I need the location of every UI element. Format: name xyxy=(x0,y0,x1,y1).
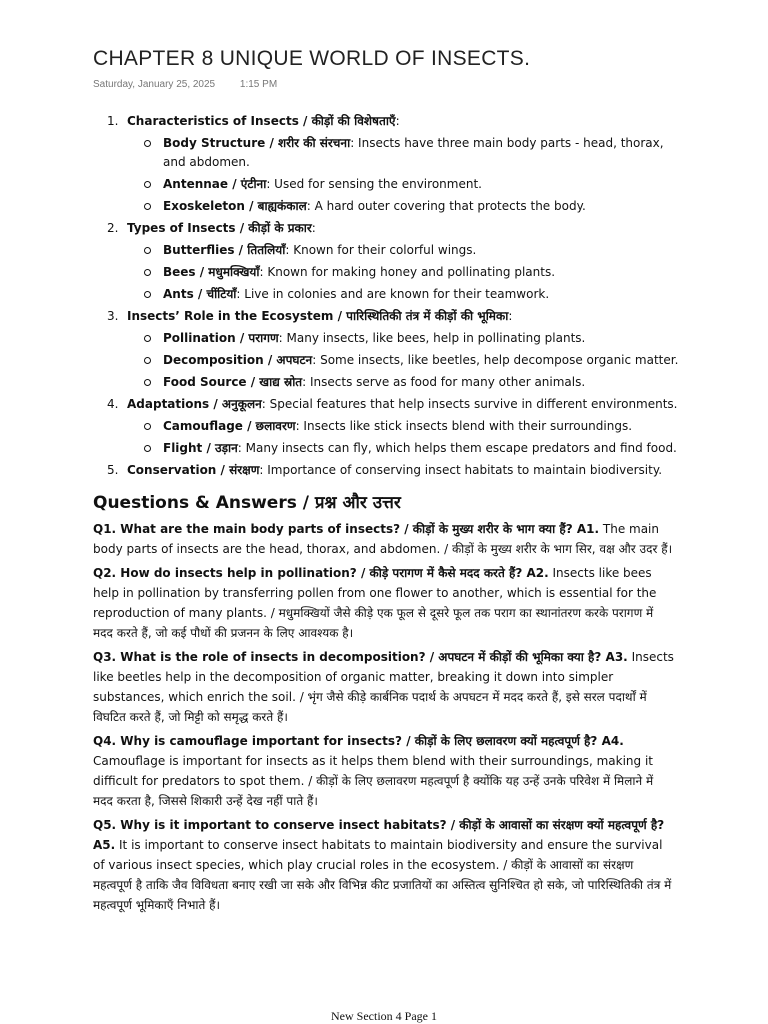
subitem-text: : Live in colonies and are known for their teamwork. xyxy=(236,287,550,301)
page-date: Saturday, January 25, 2025 xyxy=(93,79,216,90)
bullet-icon xyxy=(144,379,151,386)
subitem-text: : A hard outer covering that protects the body. xyxy=(306,199,586,213)
outline-subitem xyxy=(107,329,687,348)
bullet-icon xyxy=(144,203,151,210)
outline-heading: Adaptations / अनुकूलन xyxy=(127,397,262,411)
qa-question: Q5. Why is it important to conserve insect habitats? / कीड़ों के आवासों का संरक्षण क्यों महत्वपूर्ण है? A5. xyxy=(93,818,665,852)
qa-answer: Camouflage is important for insects as it helps them blend with their surroundings, making it difficult for predators to spot them. / कीड़ों के लिए छलावरण महत्वपूर्ण है क्योंकि यह उन्हें उनके परिवेश में मिलाने में मदद करता है, जिससे शिकारी उन्हें देख नहीं पाते हैं। xyxy=(93,754,654,808)
qa-heading: Questions & Answers / प्रश्न और उत्तर xyxy=(93,493,401,513)
subitem-term: Camouflage / छलावरण xyxy=(163,419,296,433)
bullet-icon xyxy=(144,445,151,452)
outline-item xyxy=(107,395,687,414)
outline-subitem xyxy=(107,285,687,304)
qa-question: Q4. Why is camouflage important for insects? / कीड़ों के लिए छलावरण क्यों महत्वपूर्ण है? A4. xyxy=(93,734,624,748)
outline-subitem xyxy=(107,351,687,370)
bullet-icon xyxy=(144,269,151,276)
outline-subitem xyxy=(107,263,687,282)
outline-number: 2. xyxy=(107,221,119,235)
qa-question: Q1. What are the main body parts of insects? / कीड़ों के मुख्य शरीर के भाग क्या हैं? A1. xyxy=(93,522,600,536)
outline-number: 4. xyxy=(107,397,119,411)
outline-number: 1. xyxy=(107,114,119,128)
page-title: CHAPTER 8 UNIQUE WORLD OF INSECTS. xyxy=(93,47,531,70)
subitem-text: : Known for making honey and pollinating plants. xyxy=(259,265,556,279)
outline-number: 5. xyxy=(107,463,119,477)
subitem-text: : Many insects can fly, which helps them escape predators and find food. xyxy=(237,441,677,455)
subitem-term: Ants / चींटियाँ xyxy=(163,287,237,301)
subitem-term: Antennae / एंटीना xyxy=(163,177,267,191)
subitem-text: : Used for sensing the environment. xyxy=(266,177,482,191)
outline-subitem xyxy=(107,417,687,436)
outline-heading: Types of Insects / कीड़ों के प्रकार xyxy=(127,221,312,235)
qa-item xyxy=(93,563,675,643)
qa-question: Q2. How do insects help in pollination? / कीड़े परागण में कैसे मदद करते हैं? A2. xyxy=(93,566,549,580)
outline-subitem xyxy=(107,439,687,458)
outline-subitem xyxy=(107,373,687,392)
subitem-text: : Some insects, like beetles, help decompose organic matter. xyxy=(312,353,679,367)
bullet-icon xyxy=(144,423,151,430)
outline-heading: Insects’ Role in the Ecosystem / पारिस्थितिकी तंत्र में कीड़ों की भूमिका xyxy=(127,309,509,323)
outline-text: : Special features that help insects survive in different environments. xyxy=(261,397,678,411)
page-footer: New Section 4 Page 1 xyxy=(331,1009,437,1023)
outline-subitem xyxy=(107,134,687,172)
qa-item xyxy=(93,647,675,727)
outline-text: : xyxy=(311,221,316,235)
outline-text: : xyxy=(508,309,513,323)
outline-subitem xyxy=(107,175,687,194)
outline-subitem xyxy=(107,197,687,216)
subitem-term: Exoskeleton / बाह्यकंकाल xyxy=(163,199,307,213)
bullet-icon xyxy=(144,335,151,342)
page-time: 1:15 PM xyxy=(239,79,278,90)
outline-text: : Importance of conserving insect habitats to maintain biodiversity. xyxy=(259,463,663,477)
subitem-term: Pollination / परागण xyxy=(163,331,279,345)
subitem-term: Flight / उड़ान xyxy=(163,441,238,455)
qa-answer: The main body parts of insects are the head, thorax, and abdomen. / कीड़ों के मुख्य शरीर के भाग सिर, वक्ष और उदर हैं। xyxy=(93,522,673,556)
outline-item xyxy=(107,461,687,480)
bullet-icon xyxy=(144,357,151,364)
outline-text: : xyxy=(395,114,400,128)
qa-item xyxy=(93,519,675,559)
qa-question: Q3. What is the role of insects in decomposition? / अपघटन में कीड़ों की भूमिका क्या है? A3. xyxy=(93,650,628,664)
qa-answer: Insects like beetles help in the decomposition of organic matter, breaking it down into simpler substances, which enrich the soil. / भृंग जैसे कीड़े कार्बनिक पदार्थ के अपघटन में मदद करते हैं, इसे सरल पदार्थों में विघटित करते हैं, जो मिट्टी को समृद्ध करते हैं। xyxy=(93,650,674,724)
outline-item xyxy=(107,219,687,238)
subitem-term: Bees / मधुमक्खियाँ xyxy=(163,265,260,279)
qa-item xyxy=(93,815,675,915)
qa-section xyxy=(93,519,675,919)
bullet-icon xyxy=(144,140,151,147)
outline-item xyxy=(107,307,687,326)
bullet-icon xyxy=(144,247,151,254)
outline-heading: Conservation / संरक्षण xyxy=(127,463,260,477)
subitem-text: : Insects like stick insects blend with their surroundings. xyxy=(295,419,633,433)
outline-subitem xyxy=(107,241,687,260)
qa-answer: Insects like bees help in pollination by transferring pollen from one flower to another, which is essential for the reproduction of many plants. / मधुमक्खियों जैसे कीड़े एक फूल से दूसरे फूल तक पराग का स्थानांतरण करके परागण में मदद करते हैं, जो कई पौधों की प्रजनन के लिए आवश्यक है। xyxy=(93,566,657,640)
subitem-term: Body Structure / शरीर की संरचना xyxy=(163,136,351,150)
subitem-term: Butterflies / तितलियाँ xyxy=(163,243,286,257)
subitem-term: Decomposition / अपघटन xyxy=(163,353,313,367)
bullet-icon xyxy=(144,291,151,298)
qa-answer: It is important to conserve insect habitats to maintain biodiversity and ensure the survival of various insect species, which play crucial roles in the ecosystem. / कीड़ों के आवासों का संरक्षण महत्वपूर्ण है ताकि जैव विविधता बनाए रखी जा सके और विभिन्न कीट प्रजातियों का अस्तित्व सुनिश्चित हो सके, जो पारिस्थितिकी तंत्र में महत्वपूर्ण भूमिकाएँ निभाते हैं। xyxy=(93,838,672,912)
subitem-text: : Known for their colorful wings. xyxy=(285,243,477,257)
subitem-text: : Insects serve as food for many other animals. xyxy=(302,375,586,389)
outline-item xyxy=(107,112,687,131)
bullet-icon xyxy=(144,181,151,188)
topic-outline xyxy=(107,112,687,483)
subitem-text: : Many insects, like bees, help in pollinating plants. xyxy=(278,331,586,345)
qa-item xyxy=(93,731,675,811)
subitem-term: Food Source / खाद्य स्रोत xyxy=(163,375,303,389)
subitem-text: : Insects have three main body parts - head, thorax, and abdomen. xyxy=(163,136,664,169)
outline-number: 3. xyxy=(107,309,119,323)
outline-heading: Characteristics of Insects / कीड़ों की विशेषताएँ xyxy=(127,114,396,128)
page-meta xyxy=(93,79,277,90)
